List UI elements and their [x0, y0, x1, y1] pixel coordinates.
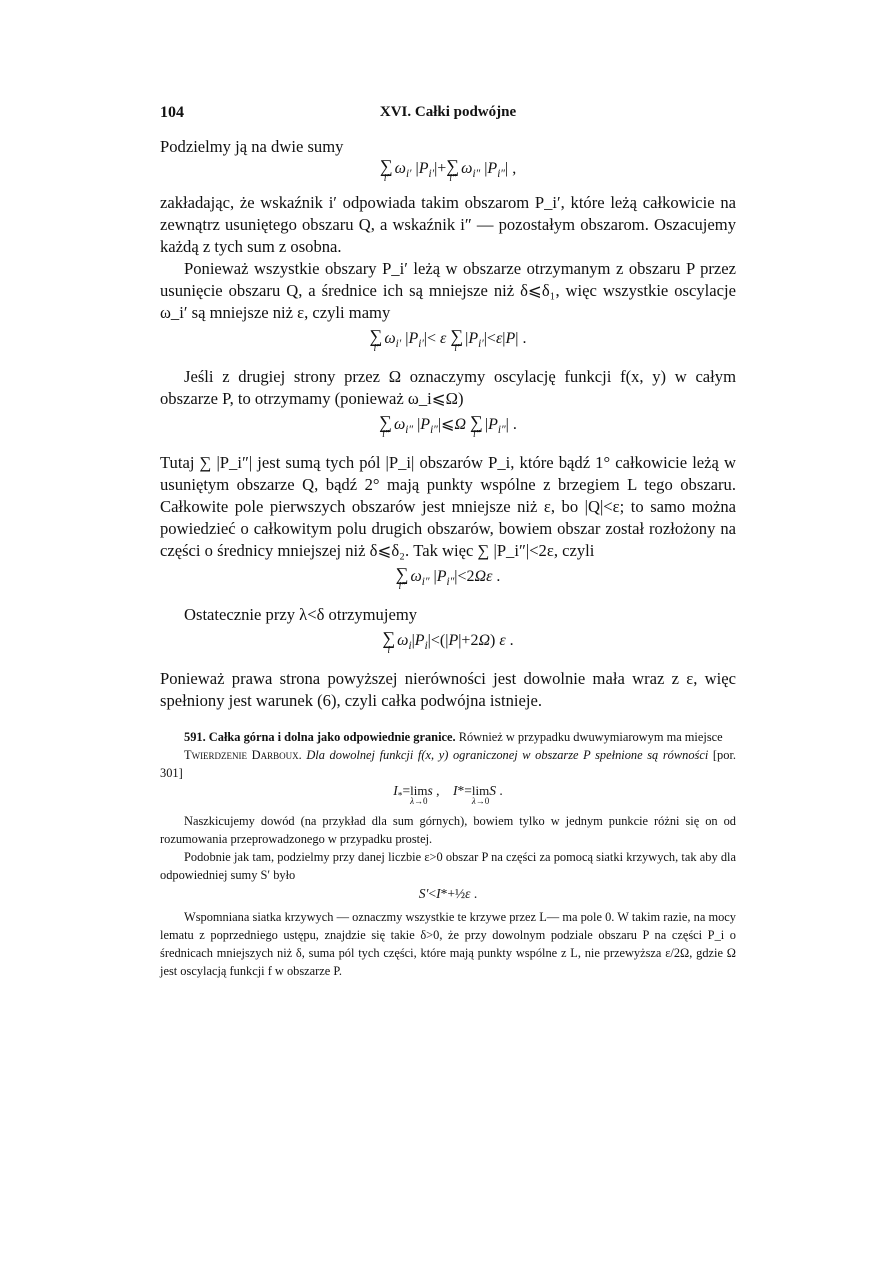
paragraph-oscillations: Ponieważ wszystkie obszary P_i′ leżą w obszarze otrzymanym z obszaru P przez usunięcie obszaru Q, a średnice ich są mniejsze niż δ⩽δ₁, więc wszystkie oscylacje ω_i′ są mniejsze niż ε, czyli mamy	[160, 259, 736, 322]
page	[160, 104, 736, 980]
paragraph-index-meaning: zakładając, że wskaźnik i′ odpowiada takim obszarom P_i′, które leżą całkowicie na zewnątrz usuniętego obszaru Q, a wskaźnik i″ — pozostałym obszarom. Oszacujemy każdą z tych sum z osobna.	[160, 193, 736, 256]
paragraph-proof-sketch: Naszkicujemy dowód (na przykład dla sum górnych), bowiem tylko w jednym punkcie różni się on od rozumowania przeprowadzonego w przypadku prostej.	[160, 814, 736, 846]
section-intro: Również w przypadku dwuwymiarowym ma miejsce	[458, 730, 723, 744]
paragraph-areas: Tutaj ∑ |P_i″| jest sumą tych pól |P_i| obszarów P_i, które bądź 1° całkowicie leżą w usuniętym obszarze Q, bądź 2° mają punkty wspólne z brzegiem L tego obszaru. Całkowite pole pierwszych obszarów jest mniejsze niż ε, bo |Q|<ε; to samo można powiedzieć o całkowitym polu drugich obszarów, bowiem obszar został rozłożony na części o średnicy mniejszej niż δ⩽δ₂. Tak więc ∑ |P_i″|<2ε, czyli	[160, 453, 736, 560]
paragraph-omega: Jeśli z drugiej strony przez Ω oznaczymy oscylację funkcji f(x, y) w całym obszarze P, to otrzymamy (ponieważ ω_i⩽Ω)	[160, 367, 736, 408]
equation-final: ∑ i $\omega_i|P_i|<(|P|+2\Omega)$ ε .	[382, 628, 514, 656]
section-591	[160, 728, 736, 746]
equation-estimate-first: ∑ i′ $\omega_{i'}$ $|P_{i'}|< \varepsilon$ ∑ i′ $|P_{i'}|<\varepsilon|P|$ .	[369, 326, 527, 354]
running-title: XVI. Całki podwójne	[379, 104, 517, 120]
section-number: 591.	[184, 730, 206, 744]
theorem-darboux	[160, 746, 736, 782]
section-title: Całka górna i dolna jako odpowiednie granice.	[208, 730, 456, 744]
theorem-name: Twierdzenie Darboux.	[184, 748, 302, 762]
page-number: 104	[160, 104, 184, 121]
paragraph-finally: Ostatecznie przy λ<δ otrzymujemy	[184, 605, 418, 624]
page-header	[160, 104, 736, 128]
paragraph-intro: Podzielmy ją na dwie sumy	[160, 137, 344, 156]
equation-upper-sum: S′<I*+½ε .	[418, 886, 478, 901]
paragraph-grid: Podobnie jak tam, podzielmy przy danej liczbie ε>0 obszar P na części za pomocą siatki krzywych, tak aby dla odpowiedniej sumy S′ było	[160, 850, 736, 882]
equation-estimate-second: ∑ i″ $\omega_{i''}$ $|P_{i''}|⩽\Omega$ ∑ i″ $|P_{i''}|$ .	[379, 412, 517, 440]
equation-split-sum: ∑ i′ $\omega_{i'}$ $|P_{i'}|+$ ∑ i″ $\omega_{i''}$ $|P_{i''}|$ ,	[379, 156, 517, 184]
equation-darboux: $I_*=$ lim λ→0 s , I*= lim λ→0 S .	[393, 783, 503, 806]
paragraph-conclusion: Ponieważ prawa strona powyższej nierówności jest dowolnie mała wraz z ε, więc spełniony jest warunek (6), czyli całka podwójna istnieje.	[160, 669, 736, 710]
paragraph-lemma: Wspomniana siatka krzywych — oznaczmy wszystkie te krzywe przez L— ma pole 0. W takim razie, na mocy lematu z poprzedniego ustępu, znajdzie się takie δ>0, że przy dowolnym podziale obszaru P na części P_i o średnicach mniejszych niż δ, suma pól tych części, które mają punkty wspólne z L, nie przewyższa ε/2Ω, gdzie Ω jest oscylacją funkcji f w obszarze P.	[160, 910, 736, 978]
theorem-statement: Dla dowolnej funkcji f(x, y) ograniczonej w obszarze P spełnione są równości	[306, 748, 709, 762]
equation-two-omega: ∑ i″ $\omega_{i''}$ $|P_{i''}|<2\Omega\varepsilon$ .	[395, 564, 501, 592]
theorem-ref: [por. 301]	[160, 748, 736, 780]
